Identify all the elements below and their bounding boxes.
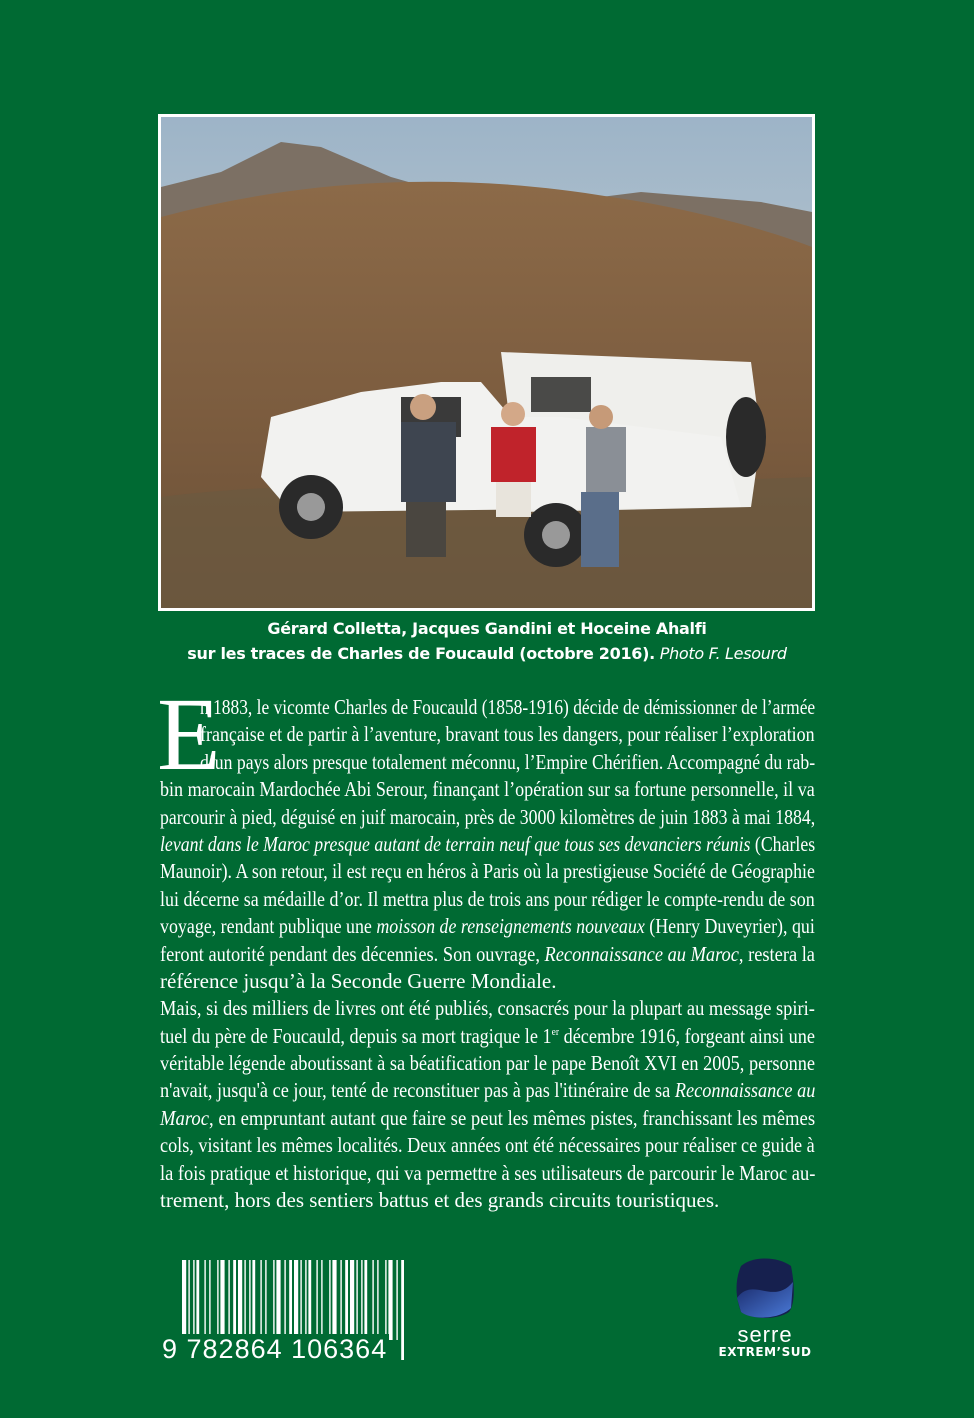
cover-photo [158,114,815,611]
barcode-bar [305,1260,306,1340]
text-segment: n'avait, jusqu'à ce jour, tenté de reconstituer pas à pas l'itinéraire de sa [160,1078,675,1103]
text-line [200,694,816,721]
barcode-bar [273,1260,274,1340]
text-segment: tuel du père de Foucauld, depuis sa mort tragique le 1 [160,1023,552,1048]
barcode-bar [332,1260,336,1340]
text-segment: , en empruntant autant que faire se peut les mêmes pistes, franchissant les mêmes [209,1105,816,1130]
barcode-bar [188,1260,189,1340]
text-segment: française et de partir à l’aventure, bravant tous les dangers, pour réaliser l’exploration [200,722,815,747]
drop-cap: E [157,677,221,792]
text-line [200,721,815,748]
barcode-bar [196,1260,199,1340]
text-line [160,804,816,831]
publisher-imprint: EXTREM’SUD [718,1345,812,1359]
text-segment: voyage, rendant publique une [160,914,377,939]
italic-quote: Reconnaissance au [674,1078,816,1103]
text-line [160,858,815,885]
barcode-bar [401,1260,404,1360]
barcode-bar [276,1260,280,1340]
text-segment: la fois pratique et historique, qui va permettre à ses utilisateurs de parcourir le Maroc au- [160,1160,816,1185]
text-segment: Maunoir). A son retour, il est reçu en héros à Paris où la prestigieuse Société de Géographie [160,859,815,884]
text-segment: bin marocain Mardochée Abi Serour, finançant l’opération sur sa fortune personnelle, il va [160,777,815,802]
text-line [160,913,815,940]
text-line [160,831,816,858]
barcode-bar [340,1260,341,1340]
barcode-bar [300,1260,301,1340]
text-segment: n 1883, le vicomte Charles de Foucauld (1858-1916) décide de démissionner de l’armée [200,695,816,719]
barcode-bar [217,1260,218,1340]
text-segment: véritable légende aboutissant à sa béatification par le pape Benoît XVI en 2005, personne [160,1051,816,1076]
barcode-bar [388,1260,392,1340]
text-line [160,968,815,995]
italic-quote: Reconnaissance au Maroc [544,941,739,966]
barcode-bar [377,1260,378,1340]
text-line [160,995,815,1022]
text-segment: (Henry Duveyrier), qui [644,914,815,939]
text-segment: référence jusqu’à la Seconde Guerre Mondiale. [160,968,557,993]
barcode-bar [209,1260,210,1340]
text-segment: Mais, si des milliers de livres ont été publiés, consacrés pour la plupart au message spiri- [160,996,815,1021]
barcode-bar [396,1260,397,1340]
barcode-bar [260,1260,261,1340]
text-segment: d’un pays alors presque totalement méconnu, l’Empire Chérifien. Accompagné du rab- [200,749,816,774]
text-segment: décembre 1916, forgeant ainsi une [559,1023,816,1048]
barcode-bar [385,1260,386,1340]
barcode-bar [252,1260,255,1340]
text-segment: , restera la [738,941,815,966]
barcode-bar [233,1260,236,1340]
barcode-bar [244,1260,245,1340]
barcode-bar [220,1260,224,1340]
caption-line-2: sur les traces de Charles de Foucauld (octobre 2016). [187,644,655,663]
barcode-bar [316,1260,317,1340]
barcode-bar [204,1260,205,1340]
text-line [160,1105,816,1132]
text-line [160,886,815,913]
text-line [160,941,815,968]
text-segment: trement, hors des sentiers battus et des grands circuits touristiques. [160,1188,720,1213]
barcode-bar [345,1260,348,1340]
barcode-bar [350,1260,354,1340]
text-line [160,1077,816,1104]
text-line [160,1023,816,1050]
text-segment: (Charles [750,831,816,856]
text-line [160,1160,816,1187]
text-segment: er [551,1025,560,1038]
photo-credit: Photo F. Lesourd [659,644,787,663]
blurb-text [160,694,815,1214]
text-line [160,1050,816,1077]
text-segment: parcourir à pied, déguisé en juif marocain, près de 3000 kilomètres de juin 1883 à mai 1884, [160,804,816,829]
barcode-bar [372,1260,373,1340]
publisher-name: serre [737,1322,793,1347]
text-segment: lui décerne sa médaille d’or. Il mettra plus de trois ans pour rédiger le compte-rendu de son [160,886,815,911]
barcode-bar [361,1260,362,1340]
publisher-logo-icon [733,1256,797,1320]
barcode-bar [238,1260,242,1340]
text-line [160,1187,815,1214]
text-line [200,749,816,776]
text-segment: cols, visitant les mêmes localités. Deux années ont été nécessaires pour réaliser ce guide à [160,1133,815,1158]
barcode-bar [321,1260,322,1340]
barcode-bar [356,1260,357,1340]
barcode-bar [364,1260,367,1340]
barcode-bar [308,1260,311,1340]
italic-quote: levant dans le Maroc presque autant de terrain neuf que tous ses devanciers réunis [160,831,751,856]
caption-line-1: Gérard Colletta, Jacques Gandini et Hoceine Ahalfi [267,619,707,638]
text-segment: feront autorité pendant des décennies. Son ouvrage, [160,941,545,966]
barcode-bar [329,1260,330,1340]
photo-illustration [161,117,812,608]
isbn-number: 9 782864 106364 [162,1334,388,1364]
italic-quote: moisson de renseignements nouveaux [376,914,645,939]
barcode-bar [193,1260,194,1340]
publisher-logo [710,1256,820,1359]
barcode-bar [228,1260,229,1340]
text-line [160,776,815,803]
barcode-bar [284,1260,285,1340]
photo-caption [100,616,874,666]
barcode-bar [265,1260,266,1340]
barcode-bar [249,1260,250,1340]
text-line [160,1132,815,1159]
italic-quote: Maroc [160,1105,210,1130]
